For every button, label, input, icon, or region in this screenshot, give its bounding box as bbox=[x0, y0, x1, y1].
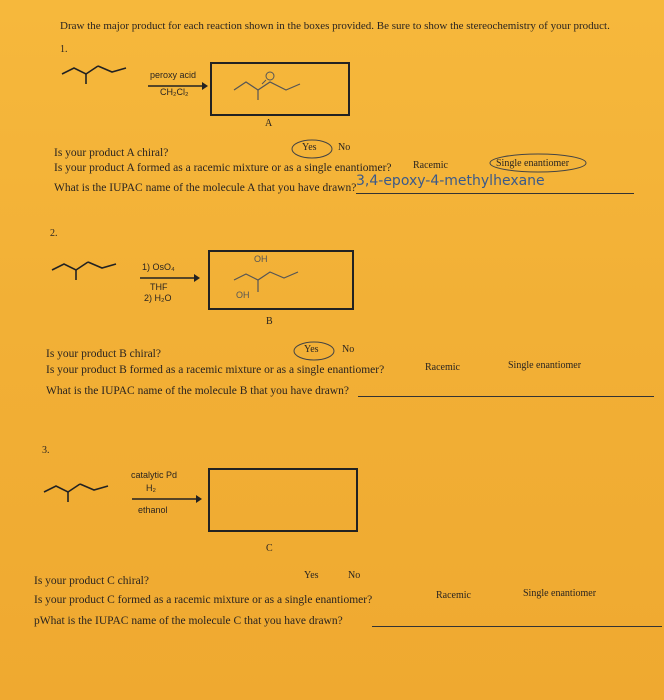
answer-box-b[interactable] bbox=[208, 250, 354, 310]
box-label-b: B bbox=[266, 316, 273, 327]
q1-single-option[interactable]: Single enantiomer bbox=[496, 158, 570, 169]
q2-answer-line[interactable] bbox=[358, 396, 654, 397]
instructions: Draw the major product for each reaction shown in the boxes provided. Be sure to show the stereochemistry of your product. bbox=[60, 20, 610, 32]
reagent-3-mid: H₂ bbox=[146, 483, 156, 493]
q3-name-question bbox=[34, 615, 343, 627]
answer-box-a[interactable] bbox=[210, 62, 350, 116]
box-label-c: C bbox=[266, 543, 273, 554]
oh-label-top: OH bbox=[254, 254, 268, 264]
q2-racemic-question: Is your product B formed as a racemic mixture or as a single enantiomer? bbox=[46, 364, 385, 376]
q3-name-prefix: p bbox=[34, 615, 40, 627]
q1-handwritten-answer: 3,4-epoxy-4-methylhexane bbox=[356, 173, 545, 189]
q1-yes-circle-mark bbox=[290, 138, 334, 160]
product-a-handdrawn-structure bbox=[230, 68, 310, 108]
q2-yes-option[interactable]: Yes bbox=[304, 344, 319, 355]
reagent-1-top: peroxy acid bbox=[150, 70, 197, 80]
problem-2-number: 2. bbox=[50, 228, 58, 239]
q1-name-question: What is the IUPAC name of the molecule A that you have drawn? bbox=[54, 182, 357, 194]
q3-racemic-option[interactable]: Racemic bbox=[436, 590, 471, 601]
reactant-1-skeletal-structure bbox=[60, 58, 140, 88]
reagent-1-bottom: CH₂Cl₂ bbox=[160, 87, 189, 97]
problem-3-number: 3. bbox=[42, 445, 50, 456]
q3-name-text: What is the IUPAC name of the molecule C that you have drawn? bbox=[39, 615, 343, 627]
reaction-arrow-2 bbox=[140, 274, 200, 282]
q2-racemic-option[interactable]: Racemic bbox=[425, 362, 460, 373]
q3-chiral: Is your product C chiral? bbox=[34, 575, 149, 587]
q3-single-option[interactable]: Single enantiomer bbox=[523, 588, 597, 599]
q2-name-question: What is the IUPAC name of the molecule B that you have drawn? bbox=[46, 385, 349, 397]
q3-answer-line[interactable] bbox=[372, 626, 662, 627]
reagent-2-bottom: 2) H₂O bbox=[144, 293, 172, 303]
q3-yes-option[interactable]: Yes bbox=[304, 570, 319, 581]
q1-single-circle-mark bbox=[488, 152, 588, 174]
q1-no-option[interactable]: No bbox=[338, 142, 351, 153]
reagent-3-bottom: ethanol bbox=[138, 505, 168, 515]
answer-box-c[interactable] bbox=[208, 468, 358, 532]
q1-yes-option[interactable]: Yes bbox=[302, 142, 317, 153]
q1-chiral: Is your product A chiral? bbox=[54, 147, 169, 159]
q2-single-option[interactable]: Single enantiomer bbox=[508, 360, 582, 371]
reactant-3-skeletal-structure bbox=[42, 474, 126, 506]
reaction-arrow-3 bbox=[132, 495, 202, 503]
reactant-2-skeletal-structure bbox=[50, 254, 130, 284]
reagent-2-top: 1) OsO₄ bbox=[142, 262, 175, 272]
q1-answer-line bbox=[356, 193, 634, 194]
oh-label-bottom: OH bbox=[236, 290, 250, 300]
q2-chiral: Is your product B chiral? bbox=[46, 348, 161, 360]
q1-racemic-option[interactable]: Racemic bbox=[413, 160, 448, 171]
reagent-3-top: catalytic Pd bbox=[131, 470, 178, 480]
reagent-2-mid: THF bbox=[150, 282, 168, 292]
q2-no-option[interactable]: No bbox=[342, 344, 355, 355]
q2-yes-circle-mark bbox=[292, 340, 336, 362]
problem-1-number: 1. bbox=[60, 44, 68, 55]
box-label-a: A bbox=[265, 118, 273, 129]
q3-racemic-question: Is your product C formed as a racemic mixture or as a single enantiomer? bbox=[34, 594, 373, 606]
q1-racemic-question: Is your product A formed as a racemic mixture or as a single enantiomer? bbox=[54, 162, 392, 174]
q3-no-option[interactable]: No bbox=[348, 570, 361, 581]
